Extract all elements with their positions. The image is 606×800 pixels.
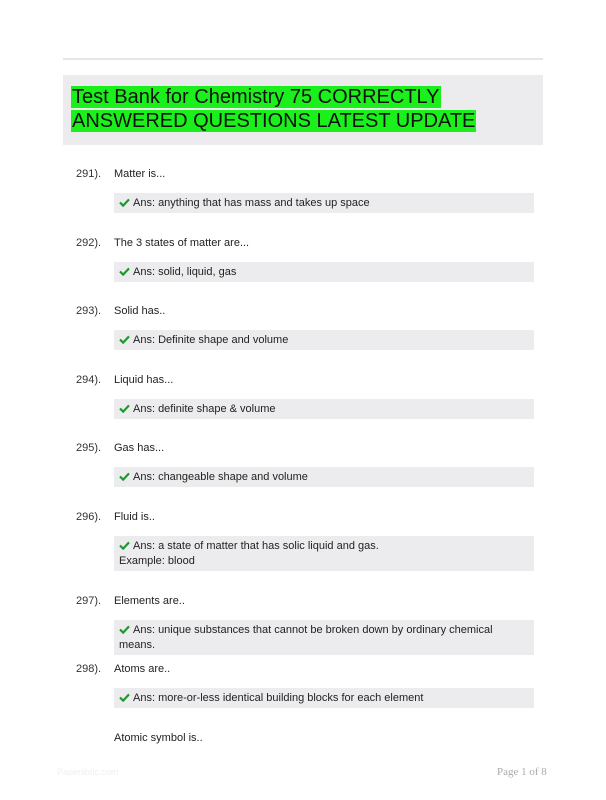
answer-box bbox=[114, 688, 534, 708]
answer-box bbox=[114, 193, 534, 213]
answer-text: Ans: solid, liquid, gas bbox=[133, 266, 237, 278]
footer-watermark: Paperlibtic.com bbox=[57, 767, 119, 777]
check-icon bbox=[119, 541, 130, 550]
question-number: 293). bbox=[76, 305, 102, 317]
check-icon bbox=[119, 625, 130, 634]
question-text: The 3 states of matter are... bbox=[114, 237, 250, 249]
answer-example: Example: blood bbox=[119, 555, 195, 567]
answer-box bbox=[114, 399, 534, 419]
question-number: 295). bbox=[76, 442, 102, 454]
check-icon bbox=[119, 472, 130, 481]
check-icon bbox=[119, 198, 130, 207]
answer-text: Ans: a state of matter that has solic liquid and gas. bbox=[133, 540, 379, 552]
answer-text: Ans: definite shape & volume bbox=[133, 403, 276, 415]
question-text: Elements are.. bbox=[114, 595, 185, 607]
question-text: Atoms are.. bbox=[114, 663, 171, 675]
answer-box bbox=[114, 330, 534, 350]
question-text: Matter is... bbox=[114, 168, 166, 180]
top-divider bbox=[63, 58, 543, 60]
question-number: 298). bbox=[76, 663, 102, 675]
answer-text: Ans: anything that has mass and takes up space bbox=[133, 197, 370, 209]
answer-box bbox=[114, 536, 534, 571]
title-line-1: Test Bank for Chemistry 75 CORRECTLY bbox=[72, 86, 440, 108]
question-text: Gas has... bbox=[114, 442, 165, 454]
page-title bbox=[71, 85, 541, 133]
page-number: Page 1 of 8 bbox=[497, 766, 547, 778]
check-icon bbox=[119, 335, 130, 344]
answer-box bbox=[114, 467, 534, 487]
answer-box bbox=[114, 262, 534, 282]
answer-box bbox=[114, 620, 534, 655]
answer-text: Ans: unique substances that cannot be broken down by ordinary chemical means. bbox=[119, 624, 493, 651]
title-line-2: ANSWERED QUESTIONS LATEST UPDATE bbox=[72, 110, 476, 132]
answer-text: Ans: Definite shape and volume bbox=[133, 334, 289, 346]
answer-text: Ans: more-or-less identical building blocks for each element bbox=[133, 692, 424, 704]
question-text: Liquid has... bbox=[114, 374, 174, 386]
question-number: 291). bbox=[76, 168, 102, 180]
question-number: 296). bbox=[76, 511, 102, 523]
check-icon bbox=[119, 693, 130, 702]
check-icon bbox=[119, 404, 130, 413]
question-text: Fluid is.. bbox=[114, 511, 155, 523]
question-number: 297). bbox=[76, 595, 102, 607]
question-text: Atomic symbol is.. bbox=[114, 732, 203, 744]
question-text: Solid has.. bbox=[114, 305, 166, 317]
question-number: 292). bbox=[76, 237, 102, 249]
answer-text: Ans: changeable shape and volume bbox=[133, 471, 308, 483]
title-box bbox=[63, 75, 543, 145]
check-icon bbox=[119, 267, 130, 276]
question-number: 294). bbox=[76, 374, 102, 386]
